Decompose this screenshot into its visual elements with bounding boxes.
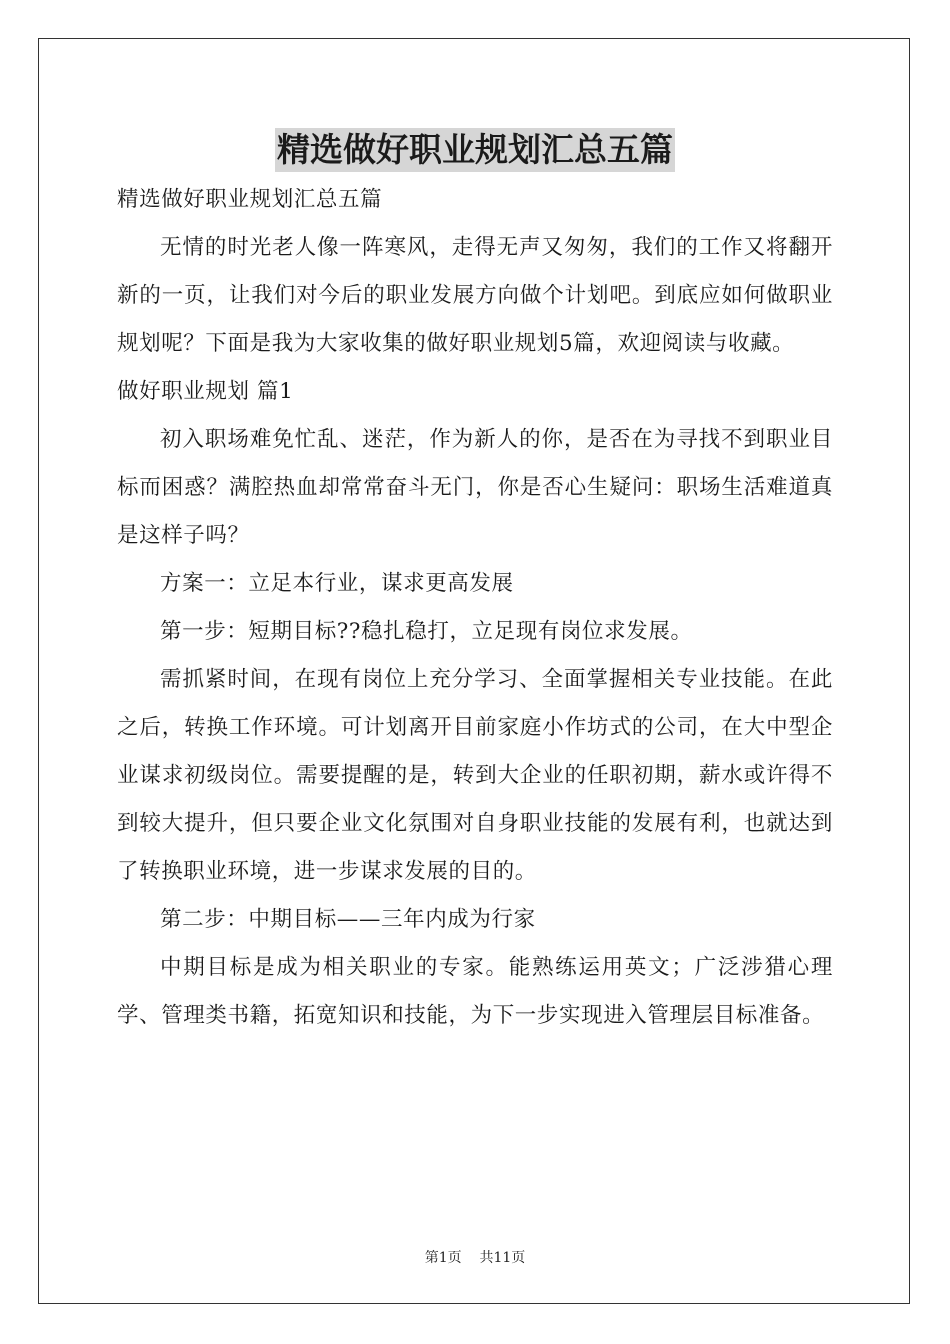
page-total: 共11页 <box>479 1250 526 1266</box>
document-body <box>117 176 833 1040</box>
paragraph: 中期目标是成为相关职业的专家。能熟练运用英文；广泛涉猎心理学、管理类书籍，拓宽知识和技能，为下一步实现进入管理层目标准备。 <box>117 955 833 1028</box>
page-number: 第1页 <box>424 1250 462 1266</box>
paragraph: 初入职场难免忙乱、迷茫，作为新人的你，是否在为寻找不到职业目标而困惑？满腔热血却常常奋斗无门，你是否心生疑问：职场生活难道真是这样子吗？ <box>117 427 833 548</box>
paragraph: 方案一：立足本行业，谋求更高发展 <box>160 571 514 596</box>
paragraph: 精选做好职业规划汇总五篇 <box>117 187 383 212</box>
document-title-text: 精选做好职业规划汇总五篇 <box>275 128 675 172</box>
paragraph: 无情的时光老人像一阵寒风，走得无声又匆匆，我们的工作又将翻开新的一页，让我们对今后的职业发展方向做个计划吧。到底应如何做职业规划呢？下面是我为大家收集的做好职业规划5篇，欢迎阅读与收藏。 <box>117 235 833 356</box>
paragraph: 需抓紧时间，在现有岗位上充分学习、全面掌握相关专业技能。在此之后，转换工作环境。可计划离开目前家庭小作坊式的公司，在大中型企业谋求初级岗位。需要提醒的是，转到大企业的任职初期，薪水或许得不到较大提升，但只要企业文化氛围对自身职业技能的发展有利，也就达到了转换职业环境，进一步谋求发展的目的。 <box>117 667 833 884</box>
paragraph: 第一步：短期目标??稳扎稳打，立足现有岗位求发展。 <box>160 619 693 644</box>
document-title <box>0 128 950 172</box>
section-heading: 做好职业规划 篇1 <box>117 379 294 404</box>
paragraph: 第二步：中期目标——三年内成为行家 <box>160 907 536 932</box>
page-footer <box>0 1247 950 1267</box>
